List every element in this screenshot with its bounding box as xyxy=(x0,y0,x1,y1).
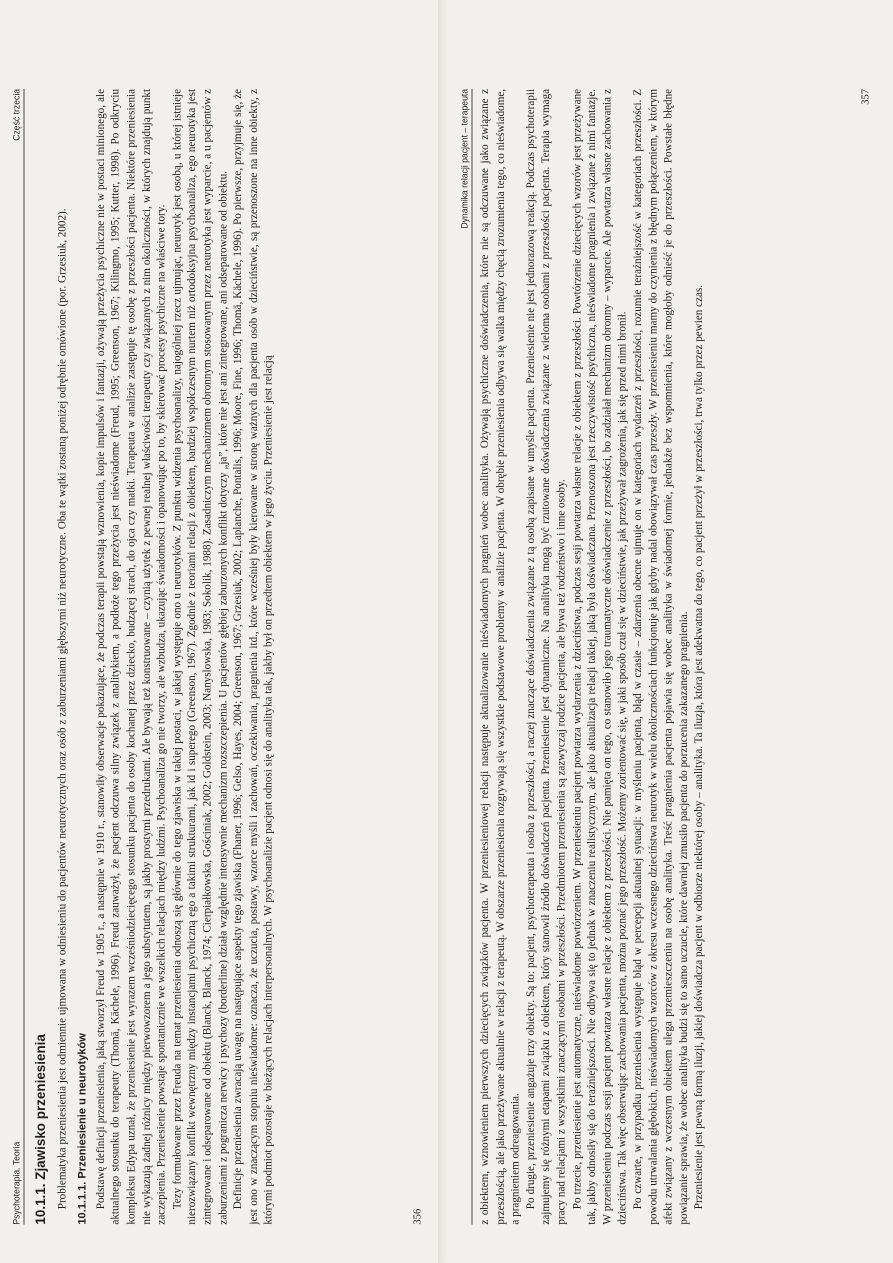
subsection-title: 10.1.1.1. Przeniesienie u neurotyków xyxy=(76,1033,89,1225)
running-header xyxy=(458,89,473,1225)
paragraph: Definicje przeniesienia zwracają uwagę na następujące aspekty tego zjawiska (Fhaner, 1996; Gelso, Hayes, 2004; Greenson, 1967; Grzesiuk, 2002; Laplanche, Pontalis, 1996; Moore, Fine, 1996; Thomä, Kächele, 1996). Po pierwsze, przyjmuje się, że jest ono w znaczącym stopniu nieświadome: oznacza, że uczucia, postawy, wzorce myśli i zachowań, oczekiwania, pragnienia itd., które wcześniej były kierowane w stronę ważnych dla pacjenta osób w dzieciństwie, są przenoszone na inne obiekty, z którymi podmiot pozostaje w bieżących relacjach interpersonalnych. W psychoanalizie pacjent odnosi się do analityka tak, jakby był on przedtem obiektem w jego życiu. Przeniesienie jest relacją xyxy=(231,88,275,1225)
page-body xyxy=(29,89,401,1225)
paragraph: z obiektem, wznowieniem pierwszych dziecięcych związków pacjenta. W przeniesieniowej relacji następuje aktualizowanie nieświadomych pragnień wobec analityka. Ożywają psychiczne doświadczenia, które nie są odczuwane jako związane z przeszłością, ale jako przeżywane aktualnie w relacji z terapeutą. W obszarze przeniesienia rozgrywają się wszystkie podstawowe problemy w analizie pacjenta. W obrębie przeniesienia odbywa się walka między chęcią zrozumienia tego, co nieświadome, a pragnieniem odreagowania. xyxy=(478,88,522,1225)
paragraph: Po czwarte, w przypadku przeniesienia występuje błąd w percepcji aktualnej sytuacji: w myśleniu pacjenta, błąd w czasie – zdarzenia obecne ujmuje on w kategoriach wydarzeń z przeszłości, rozumie teraźniejszość w kategoriach przeszłości. Z powodu utrwalania głębokich, nieświadomych wzorców z okresu wczesnego dzieciństwa neurotyk w wielu okolicznościach funkcjonuje jak gdyby nadal obowiązywał czas przeszły. W przeniesieniu mamy do czynienia z błędnym połączeniem, w którym afekt związany z wczesnym obiektem ulega przemieszczeniu na osobę analityka. Treść pragnienia pacjenta pojawia się wobec analityka w świadomej formie, jednakże bez wspomnienia, które mogłoby odnieść je do przeszłości. Powstałe błędne powiązanie sprawia, że wobec analityka budzi się to samo uczucie, które dawniej zmusiło pacjenta do porzucenia zakazanego pragnienia. xyxy=(631,88,690,1225)
page-body xyxy=(477,89,849,1225)
paragraph: Podstawę definicji przeniesienia, jaką stworzył Freud w 1905 r., a następnie w 1910 r., stanowiły obserwacje pokazujące, że podczas terapii powstają wznowienia, kopie impulsów i fantazji, ożywają przeżycia psychiczne nie w postaci minionego, ale aktualnego stosunku do terapeuty (Thomä, Kächele, 1996). Freud zauważył, że pacjent odczuwa silny związek z analitykiem, a podłoże tego przeżycia jest nieświadome (Freud, 1995; Greenson, 1967; Kilingmo, 1995; Kutter, 1998). Po odkryciu kompleksu Edypa uznał, że przeniesienie jest wyrazem wcześniodziecięcego stosunku pacjenta do osoby kochanej przez dziecko, budzącej strach, do ojca czy matki. Terapeuta w analizie zastępuje tę osobę z przeszłości pacjenta. Niektóre przeniesienia nie wykazują żadnej różnicy między pierwowzorem a jego substytutem, są jakby prostymi przedrukami. Ale bywają też konstruowane – czynią użytek z pewnej realnej właściwości terapeuty czy związanych z nim okoliczności, w których znajdują punkt zaczepienia. Przeniesienie powstaje spontanicznie we wszelkich relacjach między ludźmi. Psychoanaliza go nie tworzy, ale wzbudza, ukazując świadomości i opanowując po to, by skierować procesy psychiczne na właściwe tory. xyxy=(93,88,168,1225)
header-left: Psychoterapia. Teoria xyxy=(11,1141,22,1225)
paragraph: Po trzecie, przeniesienie jest automatyczne, nieświadome powtórzeniem. W przeniesieniu pacjent powtarza wydarzenia z dzieciństwa, podczas sesji powtarza własne relacje z obiektem z przeszłości. Powtórzenie dziecięcych wzorów jest przeżywane tak, jakby odnosiły się do teraźniejszości. Nie odbywa się to jednak w znaczeniu realistycznym, ale jako aktualizacja relacji takiej, jaką była doświadczana. Przenoszona jest rzeczywistość psychiczna, nieświadome pragnienia i związane z nimi fantazje. W przeniesieniu podczas sesji pacjent powtarza własne relacje z obiektem z przeszłości. Nie pamięta on tego, co stanowiło jego traumatyczne doświadczenie z przeszłości, bo zadziałał mechanizm obronny – wyparcie. Ale powtarza własne zachowania z dzieciństwa. Tak więc obserwując zachowania pacjenta, można poznać jego przeszłość. Możemy zorientować się, w jaki sposób czuł się w dzieciństwie, jak przeżywał zagrożenia, jak się przed nimi bronił. xyxy=(570,88,629,1225)
header-right: Część trzecia xyxy=(11,88,22,141)
right-page xyxy=(448,51,879,1263)
paragraph: Tezy formułowane przez Freuda na temat przeniesienia odnoszą się głównie do tego zjawiska w takiej postaci, w jakiej występuje ono u neurotyków. Z punktu widzenia psychoanalizy, najogólniej rzecz ujmując, neurotyk jest osobą, u której istnieje nierozwiązany konflikt wewnętrzny między instancjami psychiczną ego a takimi strukturami, jak id i superego (Greenson, 1967). Zgodnie z teoriami relacji z obiektem, bardziej współczesnym nurtem niż ortodoksyjna psychoanaliza, ego neurotyka jest zintegrowane i odseparowane od obiektu (Blanck, Blanck, 1974; Cierpiałkowska, Gościniak, 2002; Goldstein, 2003; Nanyslowska, 1983; Sokolik, 1988). Zasadniczym mechanizmem obronnym stosowanym przez neurotyka jest wyparcie, a u pacjentów z zaburzeniami z pogranicza nerwicy i psychozy (borderline) działa względnie intensywnie mechanizm rozszczepienia. U pacjentów głębiej zaburzonych konflikt dotyczy „ja”, które nie jest ani zintegrowane, ani odseparowane od obiektu. xyxy=(170,88,229,1225)
section-title: 10.1.1. Zjawisko przeniesienia xyxy=(32,1034,49,1225)
header-right: Dynamika relacji pacjent – terapeuta xyxy=(459,88,470,229)
paragraph: Po drugie, przeniesienie angażuje trzy obiekty. Są to: pacjent, psychoterapeuta i osoba z przeszłości, a raczej znaczące doświadczenia związane z tą osobą zapisane w umyśle pacjenta. Przeniesienie nie jest jednorazową reakcją. Podczas psychoterapii zajmujemy się różnymi etapami związku z obiektem, który stanowił źródło doświadczeń pacjenta. Przeniesienie jest dynamiczne. Na analityka mogą być rzutowane doświadczenia związane z wieloma osobami z przeszłości pacjenta. Terapia wymaga pracy nad relacjami z wszystkimi znaczącymi osobami w przeszłości. Przedmiotem przeniesienia są zazwyczaj rodzice pacjenta, ale bywa też rodzeństwo i inne osoby. xyxy=(524,88,568,1225)
left-page xyxy=(0,51,431,1263)
intro-paragraph: Problematyka przeniesienia jest odmiennie ujmowana w odniesieniu do pacjentów neurotycznych oraz osób z zaburzeniami głębszymi niż neurotyczne. Oba te wątki zostaną poniżej odrębnie omówione (por. Grzesiuk, 2002). xyxy=(55,208,69,1210)
running-header xyxy=(10,89,25,1225)
book-gutter xyxy=(438,0,448,1263)
paragraph: Przeniesienie jest pewną formą iluzji, jakiej doświadcza pacjent w odbiorze niektórej osoby – analityka. Ta iluzja, która jest adekwatna do tego, co pacjent przeżył w przeszłości, trwa tylko przez pewien czas. xyxy=(692,284,706,1210)
page-number: 356 xyxy=(411,1208,424,1225)
page-number: 357 xyxy=(859,88,872,105)
